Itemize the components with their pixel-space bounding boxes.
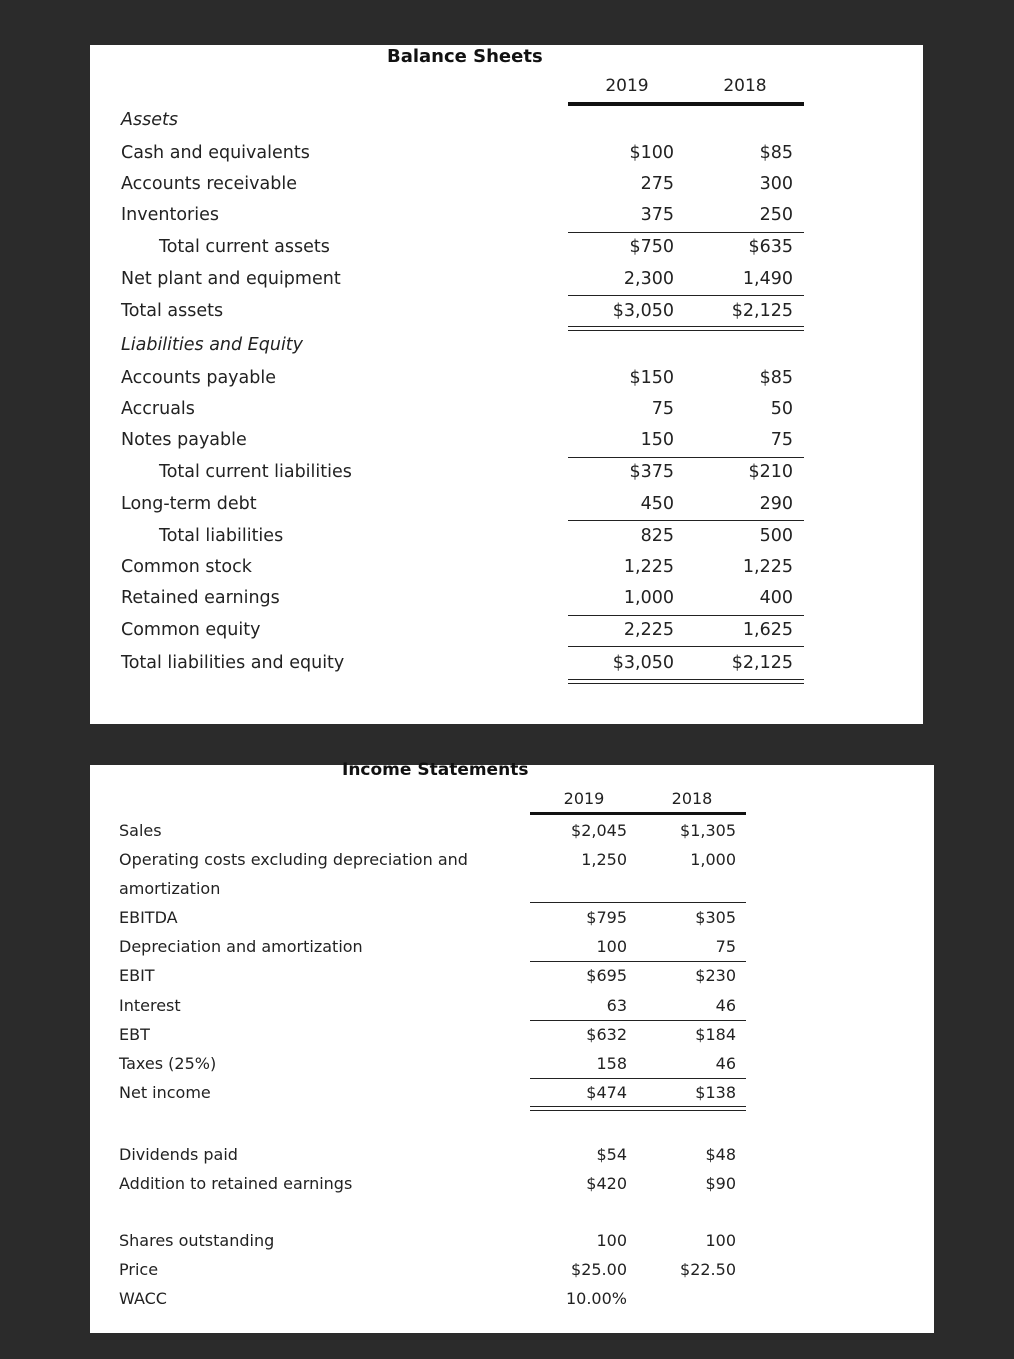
value-2018: 50 <box>770 399 793 419</box>
value-2019: 100 <box>596 937 627 956</box>
value-2019: $54 <box>596 1145 627 1164</box>
value-2018: $210 <box>748 462 793 482</box>
row-label: Accounts payable <box>121 368 276 388</box>
income-statement-panel <box>90 760 934 1333</box>
is-year-2018-header: 2018 <box>671 789 713 808</box>
row-label: Common equity <box>121 620 261 640</box>
value-2019: 375 <box>640 205 674 225</box>
balance-sheet-panel <box>90 45 923 724</box>
subtotal-rule <box>530 1020 746 1021</box>
row-label: Total liabilities <box>159 526 284 546</box>
value-2019: 10.00% <box>565 1289 627 1308</box>
row-label: Shares outstanding <box>119 1231 275 1250</box>
subtotal-rule <box>568 295 804 296</box>
value-2018: 1,000 <box>690 850 736 869</box>
row-label: Long-term debt <box>121 494 257 514</box>
value-2019: 275 <box>640 174 674 194</box>
total-double-rule <box>568 326 804 331</box>
value-2018: $230 <box>695 966 736 985</box>
value-2019: $25.00 <box>571 1260 627 1279</box>
value-2019: 1,225 <box>623 557 674 577</box>
row-label: Total assets <box>121 301 224 321</box>
value-2018: 250 <box>759 205 793 225</box>
value-2018: 75 <box>770 430 793 450</box>
subtotal-rule <box>530 902 746 903</box>
row-label: Retained earnings <box>121 588 280 608</box>
value-2019: $100 <box>629 143 674 163</box>
subtotal-rule <box>530 1078 746 1079</box>
row-label: Sales <box>119 821 162 840</box>
value-2018: $184 <box>695 1025 736 1044</box>
row-label: amortization <box>119 879 221 898</box>
row-label: Total current assets <box>159 237 330 257</box>
value-2018: 400 <box>759 588 793 608</box>
row-label: Common stock <box>121 557 252 577</box>
row-label: Interest <box>119 996 181 1015</box>
row-label: Addition to retained earnings <box>119 1174 353 1193</box>
value-2019: 63 <box>606 996 627 1015</box>
value-2018: 300 <box>759 174 793 194</box>
value-2018: $1,305 <box>680 821 736 840</box>
value-2019: $3,050 <box>612 653 674 673</box>
row-label: Total liabilities and equity <box>121 653 345 673</box>
is-year-2019-header: 2019 <box>563 789 605 808</box>
value-2019: 2,225 <box>623 620 674 640</box>
value-2018: 500 <box>759 526 793 546</box>
liabilities-heading: Liabilities and Equity <box>121 335 304 355</box>
value-2019: $795 <box>586 908 627 927</box>
value-2019: 2,300 <box>623 269 674 289</box>
subtotal-rule <box>568 615 804 616</box>
value-2018: $85 <box>759 368 793 388</box>
total-double-rule <box>530 1106 746 1111</box>
subtotal-rule <box>568 646 804 647</box>
value-2019: $2,045 <box>571 821 627 840</box>
value-2018: $2,125 <box>731 653 793 673</box>
value-2019: $474 <box>586 1083 627 1102</box>
value-2019: $3,050 <box>612 301 674 321</box>
value-2018: 46 <box>715 996 736 1015</box>
value-2019: 75 <box>651 399 674 419</box>
value-2018: 1,225 <box>742 557 793 577</box>
is-header-rule <box>530 812 746 815</box>
value-2018: $48 <box>705 1145 736 1164</box>
value-2019: $695 <box>586 966 627 985</box>
value-2019: $632 <box>586 1025 627 1044</box>
row-label: Operating costs excluding depreciation and <box>119 850 468 869</box>
value-2019: 450 <box>640 494 674 514</box>
assets-heading: Assets <box>121 110 178 130</box>
income-statement-title: Income Statements <box>342 760 529 780</box>
value-2019: 100 <box>596 1231 627 1250</box>
row-label: WACC <box>119 1289 167 1308</box>
balance-sheet-title: Balance Sheets <box>387 46 543 67</box>
subtotal-rule <box>568 520 804 521</box>
bs-header-rule <box>568 102 804 106</box>
value-2019: $375 <box>629 462 674 482</box>
row-label: EBIT <box>119 966 155 985</box>
subtotal-rule <box>530 961 746 962</box>
value-2018: 290 <box>759 494 793 514</box>
value-2019: 1,250 <box>581 850 627 869</box>
value-2018: $305 <box>695 908 736 927</box>
row-label: Cash and equivalents <box>121 143 310 163</box>
row-label: Accounts receivable <box>121 174 297 194</box>
value-2018: $635 <box>748 237 793 257</box>
row-label: Total current liabilities <box>159 462 352 482</box>
subtotal-rule <box>568 232 804 233</box>
value-2019: 158 <box>596 1054 627 1073</box>
value-2018: 46 <box>715 1054 736 1073</box>
row-label: Depreciation and amortization <box>119 937 363 956</box>
total-double-rule <box>568 679 804 684</box>
value-2018: $2,125 <box>731 301 793 321</box>
value-2018: 1,490 <box>742 269 793 289</box>
value-2018: $90 <box>705 1174 736 1193</box>
row-label: Net income <box>119 1083 211 1102</box>
row-label: Notes payable <box>121 430 247 450</box>
value-2018: 1,625 <box>742 620 793 640</box>
value-2018: 75 <box>715 937 736 956</box>
value-2018: 100 <box>705 1231 736 1250</box>
bs-year-2018-header: 2018 <box>723 76 767 96</box>
value-2019: 1,000 <box>623 588 674 608</box>
row-label: Net plant and equipment <box>121 269 341 289</box>
row-label: EBITDA <box>119 908 178 927</box>
subtotal-rule <box>568 457 804 458</box>
row-label: EBT <box>119 1025 150 1044</box>
row-label: Dividends paid <box>119 1145 238 1164</box>
row-label: Inventories <box>121 205 219 225</box>
row-label: Taxes (25%) <box>119 1054 217 1073</box>
row-label: Price <box>119 1260 159 1279</box>
value-2019: $150 <box>629 368 674 388</box>
value-2019: $420 <box>586 1174 627 1193</box>
value-2018: $85 <box>759 143 793 163</box>
row-label: Accruals <box>121 399 195 419</box>
value-2018: $138 <box>695 1083 736 1102</box>
bs-year-2019-header: 2019 <box>605 76 649 96</box>
value-2019: 150 <box>640 430 674 450</box>
value-2018: $22.50 <box>680 1260 736 1279</box>
value-2019: $750 <box>629 237 674 257</box>
value-2019: 825 <box>640 526 674 546</box>
